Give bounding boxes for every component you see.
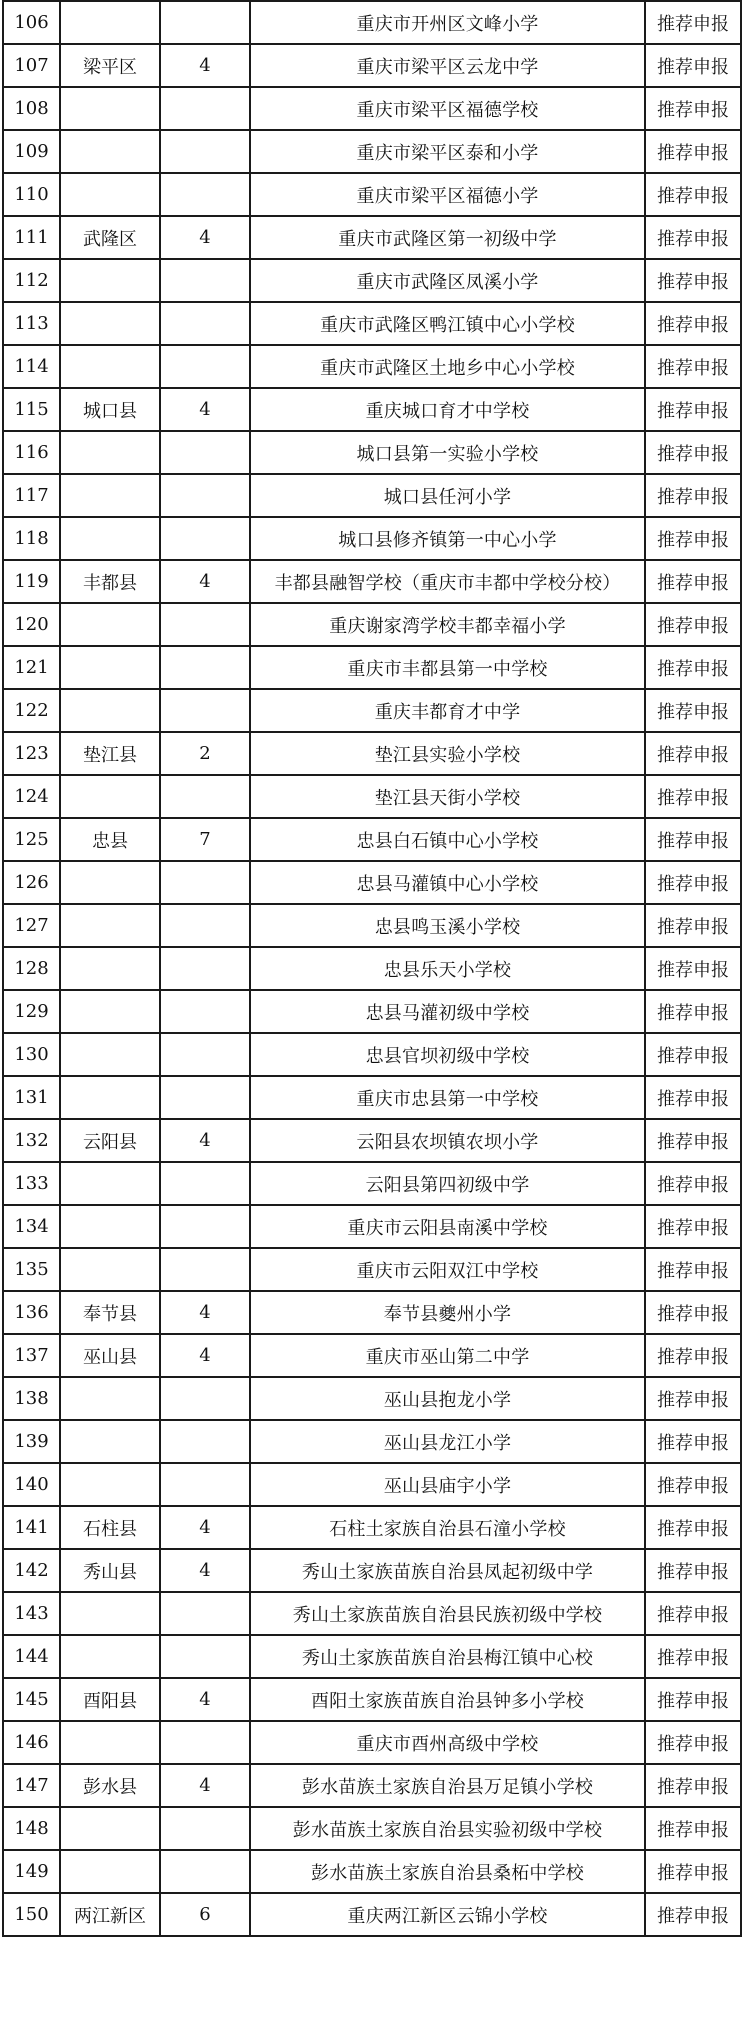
school-name-cell: 彭水苗族土家族自治县实验初级中学校: [250, 1807, 645, 1850]
application-type-cell: 推荐申报: [645, 1592, 741, 1635]
application-type-cell: 推荐申报: [645, 1463, 741, 1506]
quota-count-cell: [160, 947, 250, 990]
table-row: [3, 1592, 741, 1635]
application-type-cell: 推荐申报: [645, 388, 741, 431]
row-number-cell: 143: [3, 1592, 60, 1635]
table-row: [3, 1678, 741, 1721]
table-row: [3, 87, 741, 130]
district-cell: 秀山县: [60, 1549, 160, 1592]
table-row: [3, 388, 741, 431]
application-type-cell: 推荐申报: [645, 947, 741, 990]
district-cell: [60, 1463, 160, 1506]
district-cell: [60, 1635, 160, 1678]
application-type-cell: 推荐申报: [645, 259, 741, 302]
district-cell: [60, 947, 160, 990]
application-type-cell: 推荐申报: [645, 1033, 741, 1076]
application-type-cell: 推荐申报: [645, 1076, 741, 1119]
quota-count-cell: [160, 345, 250, 388]
quota-count-cell: 4: [160, 44, 250, 87]
table-row: [3, 130, 741, 173]
table-row: [3, 1205, 741, 1248]
quota-count-cell: 4: [160, 1678, 250, 1721]
quota-count-cell: 4: [160, 560, 250, 603]
quota-count-cell: [160, 1162, 250, 1205]
quota-count-cell: [160, 517, 250, 560]
quota-count-cell: 7: [160, 818, 250, 861]
school-name-cell: 重庆市梁平区福德学校: [250, 87, 645, 130]
application-type-cell: 推荐申报: [645, 1377, 741, 1420]
quota-count-cell: [160, 1420, 250, 1463]
table-row: [3, 603, 741, 646]
table-row: [3, 216, 741, 259]
quota-count-cell: [160, 431, 250, 474]
school-name-cell: 重庆市云阳双江中学校: [250, 1248, 645, 1291]
table-row: [3, 1291, 741, 1334]
application-type-cell: 推荐申报: [645, 1506, 741, 1549]
district-cell: 城口县: [60, 388, 160, 431]
quota-count-cell: [160, 990, 250, 1033]
district-cell: 垫江县: [60, 732, 160, 775]
application-type-cell: 推荐申报: [645, 1, 741, 44]
row-number-cell: 109: [3, 130, 60, 173]
application-type-cell: 推荐申报: [645, 1721, 741, 1764]
table-row: [3, 1076, 741, 1119]
application-type-cell: 推荐申报: [645, 173, 741, 216]
school-name-cell: 丰都县融智学校（重庆市丰都中学校分校）: [250, 560, 645, 603]
school-name-cell: 忠县马灌初级中学校: [250, 990, 645, 1033]
district-cell: 丰都县: [60, 560, 160, 603]
quota-count-cell: [160, 1721, 250, 1764]
table-row: [3, 1850, 741, 1893]
row-number-cell: 112: [3, 259, 60, 302]
row-number-cell: 138: [3, 1377, 60, 1420]
quota-count-cell: 2: [160, 732, 250, 775]
school-name-cell: 城口县修齐镇第一中心小学: [250, 517, 645, 560]
row-number-cell: 118: [3, 517, 60, 560]
school-name-cell: 酉阳土家族苗族自治县钟多小学校: [250, 1678, 645, 1721]
school-name-cell: 重庆市开州区文峰小学: [250, 1, 645, 44]
table-row: [3, 1764, 741, 1807]
table-row: [3, 1807, 741, 1850]
district-cell: [60, 173, 160, 216]
district-cell: 武隆区: [60, 216, 160, 259]
row-number-cell: 127: [3, 904, 60, 947]
quota-count-cell: [160, 173, 250, 216]
quota-count-cell: [160, 775, 250, 818]
quota-count-cell: [160, 474, 250, 517]
school-name-cell: 巫山县龙江小学: [250, 1420, 645, 1463]
district-cell: [60, 1, 160, 44]
district-cell: [60, 1205, 160, 1248]
row-number-cell: 146: [3, 1721, 60, 1764]
district-cell: [60, 990, 160, 1033]
application-type-cell: 推荐申报: [645, 689, 741, 732]
row-number-cell: 111: [3, 216, 60, 259]
row-number-cell: 107: [3, 44, 60, 87]
school-name-cell: 重庆两江新区云锦小学校: [250, 1893, 645, 1936]
district-cell: [60, 904, 160, 947]
school-name-cell: 重庆市忠县第一中学校: [250, 1076, 645, 1119]
application-type-cell: 推荐申报: [645, 732, 741, 775]
row-number-cell: 130: [3, 1033, 60, 1076]
application-type-cell: 推荐申报: [645, 646, 741, 689]
row-number-cell: 113: [3, 302, 60, 345]
table-row: [3, 775, 741, 818]
district-cell: [60, 1377, 160, 1420]
row-number-cell: 139: [3, 1420, 60, 1463]
application-type-cell: 推荐申报: [645, 44, 741, 87]
quota-count-cell: [160, 1033, 250, 1076]
quota-count-cell: 4: [160, 1549, 250, 1592]
district-cell: 石柱县: [60, 1506, 160, 1549]
row-number-cell: 148: [3, 1807, 60, 1850]
row-number-cell: 106: [3, 1, 60, 44]
row-number-cell: 117: [3, 474, 60, 517]
school-roster-table: [2, 0, 742, 1937]
row-number-cell: 150: [3, 1893, 60, 1936]
row-number-cell: 115: [3, 388, 60, 431]
district-cell: [60, 689, 160, 732]
district-cell: [60, 646, 160, 689]
row-number-cell: 125: [3, 818, 60, 861]
school-name-cell: 重庆谢家湾学校丰都幸福小学: [250, 603, 645, 646]
district-cell: [60, 1721, 160, 1764]
table-row: [3, 517, 741, 560]
district-cell: [60, 431, 160, 474]
district-cell: [60, 130, 160, 173]
district-cell: 彭水县: [60, 1764, 160, 1807]
district-cell: [60, 775, 160, 818]
table-row: [3, 1893, 741, 1936]
school-name-cell: 城口县第一实验小学校: [250, 431, 645, 474]
table-row: [3, 689, 741, 732]
district-cell: 奉节县: [60, 1291, 160, 1334]
quota-count-cell: [160, 904, 250, 947]
table-row: [3, 259, 741, 302]
row-number-cell: 141: [3, 1506, 60, 1549]
table-row: [3, 947, 741, 990]
quota-count-cell: [160, 1807, 250, 1850]
row-number-cell: 126: [3, 861, 60, 904]
table-row: [3, 1, 741, 44]
school-name-cell: 重庆丰都育才中学: [250, 689, 645, 732]
quota-count-cell: [160, 603, 250, 646]
school-name-cell: 重庆市梁平区云龙中学: [250, 44, 645, 87]
row-number-cell: 116: [3, 431, 60, 474]
district-cell: [60, 861, 160, 904]
school-name-cell: 秀山土家族苗族自治县凤起初级中学: [250, 1549, 645, 1592]
quota-count-cell: 4: [160, 1764, 250, 1807]
district-cell: 两江新区: [60, 1893, 160, 1936]
quota-count-cell: [160, 1076, 250, 1119]
row-number-cell: 132: [3, 1119, 60, 1162]
quota-count-cell: [160, 646, 250, 689]
quota-count-cell: [160, 87, 250, 130]
row-number-cell: 124: [3, 775, 60, 818]
table-row: [3, 44, 741, 87]
district-cell: [60, 517, 160, 560]
row-number-cell: 114: [3, 345, 60, 388]
table-row: [3, 1635, 741, 1678]
table-row: [3, 904, 741, 947]
district-cell: [60, 1420, 160, 1463]
table-body: [3, 1, 741, 1936]
quota-count-cell: [160, 861, 250, 904]
school-name-cell: 彭水苗族土家族自治县桑柘中学校: [250, 1850, 645, 1893]
school-name-cell: 云阳县第四初级中学: [250, 1162, 645, 1205]
application-type-cell: 推荐申报: [645, 818, 741, 861]
row-number-cell: 145: [3, 1678, 60, 1721]
application-type-cell: 推荐申报: [645, 1334, 741, 1377]
district-cell: 酉阳县: [60, 1678, 160, 1721]
application-type-cell: 推荐申报: [645, 775, 741, 818]
application-type-cell: 推荐申报: [645, 1119, 741, 1162]
quota-count-cell: [160, 1592, 250, 1635]
school-name-cell: 重庆市武隆区土地乡中心小学校: [250, 345, 645, 388]
row-number-cell: 120: [3, 603, 60, 646]
quota-count-cell: [160, 1, 250, 44]
school-name-cell: 忠县马灌镇中心小学校: [250, 861, 645, 904]
table-row: [3, 818, 741, 861]
application-type-cell: 推荐申报: [645, 302, 741, 345]
table-row: [3, 1549, 741, 1592]
school-name-cell: 城口县任河小学: [250, 474, 645, 517]
school-name-cell: 巫山县抱龙小学: [250, 1377, 645, 1420]
application-type-cell: 推荐申报: [645, 603, 741, 646]
application-type-cell: 推荐申报: [645, 1291, 741, 1334]
application-type-cell: 推荐申报: [645, 1248, 741, 1291]
row-number-cell: 136: [3, 1291, 60, 1334]
district-cell: 梁平区: [60, 44, 160, 87]
row-number-cell: 121: [3, 646, 60, 689]
quota-count-cell: [160, 1377, 250, 1420]
row-number-cell: 140: [3, 1463, 60, 1506]
application-type-cell: 推荐申报: [645, 1850, 741, 1893]
district-cell: [60, 474, 160, 517]
row-number-cell: 128: [3, 947, 60, 990]
school-name-cell: 垫江县实验小学校: [250, 732, 645, 775]
table-row: [3, 861, 741, 904]
school-name-cell: 重庆城口育才中学校: [250, 388, 645, 431]
application-type-cell: 推荐申报: [645, 474, 741, 517]
district-cell: [60, 1807, 160, 1850]
school-name-cell: 忠县白石镇中心小学校: [250, 818, 645, 861]
row-number-cell: 135: [3, 1248, 60, 1291]
table-row: [3, 560, 741, 603]
school-name-cell: 垫江县天街小学校: [250, 775, 645, 818]
row-number-cell: 131: [3, 1076, 60, 1119]
row-number-cell: 134: [3, 1205, 60, 1248]
row-number-cell: 122: [3, 689, 60, 732]
school-name-cell: 忠县官坝初级中学校: [250, 1033, 645, 1076]
school-name-cell: 奉节县夔州小学: [250, 1291, 645, 1334]
application-type-cell: 推荐申报: [645, 1764, 741, 1807]
quota-count-cell: [160, 1850, 250, 1893]
district-cell: [60, 1248, 160, 1291]
row-number-cell: 119: [3, 560, 60, 603]
application-type-cell: 推荐申报: [645, 1635, 741, 1678]
table-row: [3, 1377, 741, 1420]
district-cell: 忠县: [60, 818, 160, 861]
district-cell: [60, 259, 160, 302]
table-row: [3, 1420, 741, 1463]
school-name-cell: 彭水苗族土家族自治县万足镇小学校: [250, 1764, 645, 1807]
table-row: [3, 990, 741, 1033]
district-cell: [60, 603, 160, 646]
quota-count-cell: 4: [160, 216, 250, 259]
quota-count-cell: [160, 259, 250, 302]
table-row: [3, 1334, 741, 1377]
table-row: [3, 1248, 741, 1291]
row-number-cell: 110: [3, 173, 60, 216]
school-name-cell: 重庆市巫山第二中学: [250, 1334, 645, 1377]
school-name-cell: 云阳县农坝镇农坝小学: [250, 1119, 645, 1162]
application-type-cell: 推荐申报: [645, 87, 741, 130]
quota-count-cell: [160, 302, 250, 345]
table-row: [3, 1721, 741, 1764]
quota-count-cell: 4: [160, 388, 250, 431]
district-cell: [60, 1033, 160, 1076]
quota-count-cell: 4: [160, 1291, 250, 1334]
quota-count-cell: 4: [160, 1119, 250, 1162]
application-type-cell: 推荐申报: [645, 861, 741, 904]
table-row: [3, 345, 741, 388]
row-number-cell: 142: [3, 1549, 60, 1592]
application-type-cell: 推荐申报: [645, 1420, 741, 1463]
district-cell: [60, 302, 160, 345]
row-number-cell: 144: [3, 1635, 60, 1678]
school-name-cell: 重庆市云阳县南溪中学校: [250, 1205, 645, 1248]
school-name-cell: 重庆市武隆区第一初级中学: [250, 216, 645, 259]
application-type-cell: 推荐申报: [645, 431, 741, 474]
application-type-cell: 推荐申报: [645, 1893, 741, 1936]
school-name-cell: 重庆市梁平区福德小学: [250, 173, 645, 216]
quota-count-cell: [160, 1248, 250, 1291]
application-type-cell: 推荐申报: [645, 990, 741, 1033]
school-name-cell: 忠县乐天小学校: [250, 947, 645, 990]
application-type-cell: 推荐申报: [645, 1205, 741, 1248]
row-number-cell: 133: [3, 1162, 60, 1205]
quota-count-cell: [160, 130, 250, 173]
application-type-cell: 推荐申报: [645, 130, 741, 173]
school-name-cell: 重庆市酉州高级中学校: [250, 1721, 645, 1764]
row-number-cell: 137: [3, 1334, 60, 1377]
application-type-cell: 推荐申报: [645, 1162, 741, 1205]
application-type-cell: 推荐申报: [645, 517, 741, 560]
district-cell: 巫山县: [60, 1334, 160, 1377]
application-type-cell: 推荐申报: [645, 216, 741, 259]
quota-count-cell: [160, 1635, 250, 1678]
district-cell: [60, 1076, 160, 1119]
application-type-cell: 推荐申报: [645, 1807, 741, 1850]
table-row: [3, 431, 741, 474]
table-row: [3, 173, 741, 216]
quota-count-cell: [160, 1463, 250, 1506]
application-type-cell: 推荐申报: [645, 1549, 741, 1592]
table-row: [3, 1119, 741, 1162]
row-number-cell: 149: [3, 1850, 60, 1893]
district-cell: [60, 1592, 160, 1635]
school-name-cell: 巫山县庙宇小学: [250, 1463, 645, 1506]
school-name-cell: 重庆市武隆区鸭江镇中心小学校: [250, 302, 645, 345]
school-name-cell: 秀山土家族苗族自治县梅江镇中心校: [250, 1635, 645, 1678]
school-name-cell: 忠县鸣玉溪小学校: [250, 904, 645, 947]
district-cell: [60, 1850, 160, 1893]
quota-count-cell: [160, 689, 250, 732]
table-row: [3, 1463, 741, 1506]
school-name-cell: 重庆市丰都县第一中学校: [250, 646, 645, 689]
district-cell: [60, 87, 160, 130]
table-row: [3, 732, 741, 775]
school-name-cell: 重庆市梁平区泰和小学: [250, 130, 645, 173]
table-row: [3, 302, 741, 345]
row-number-cell: 129: [3, 990, 60, 1033]
table-row: [3, 1162, 741, 1205]
application-type-cell: 推荐申报: [645, 904, 741, 947]
row-number-cell: 123: [3, 732, 60, 775]
table-row: [3, 1033, 741, 1076]
row-number-cell: 108: [3, 87, 60, 130]
table-row: [3, 474, 741, 517]
table-row: [3, 646, 741, 689]
application-type-cell: 推荐申报: [645, 1678, 741, 1721]
quota-count-cell: 4: [160, 1334, 250, 1377]
quota-count-cell: [160, 1205, 250, 1248]
row-number-cell: 147: [3, 1764, 60, 1807]
application-type-cell: 推荐申报: [645, 560, 741, 603]
school-name-cell: 石柱土家族自治县石潼小学校: [250, 1506, 645, 1549]
quota-count-cell: 6: [160, 1893, 250, 1936]
school-name-cell: 秀山土家族苗族自治县民族初级中学校: [250, 1592, 645, 1635]
district-cell: [60, 345, 160, 388]
school-name-cell: 重庆市武隆区凤溪小学: [250, 259, 645, 302]
quota-count-cell: 4: [160, 1506, 250, 1549]
table-row: [3, 1506, 741, 1549]
district-cell: 云阳县: [60, 1119, 160, 1162]
application-type-cell: 推荐申报: [645, 345, 741, 388]
district-cell: [60, 1162, 160, 1205]
